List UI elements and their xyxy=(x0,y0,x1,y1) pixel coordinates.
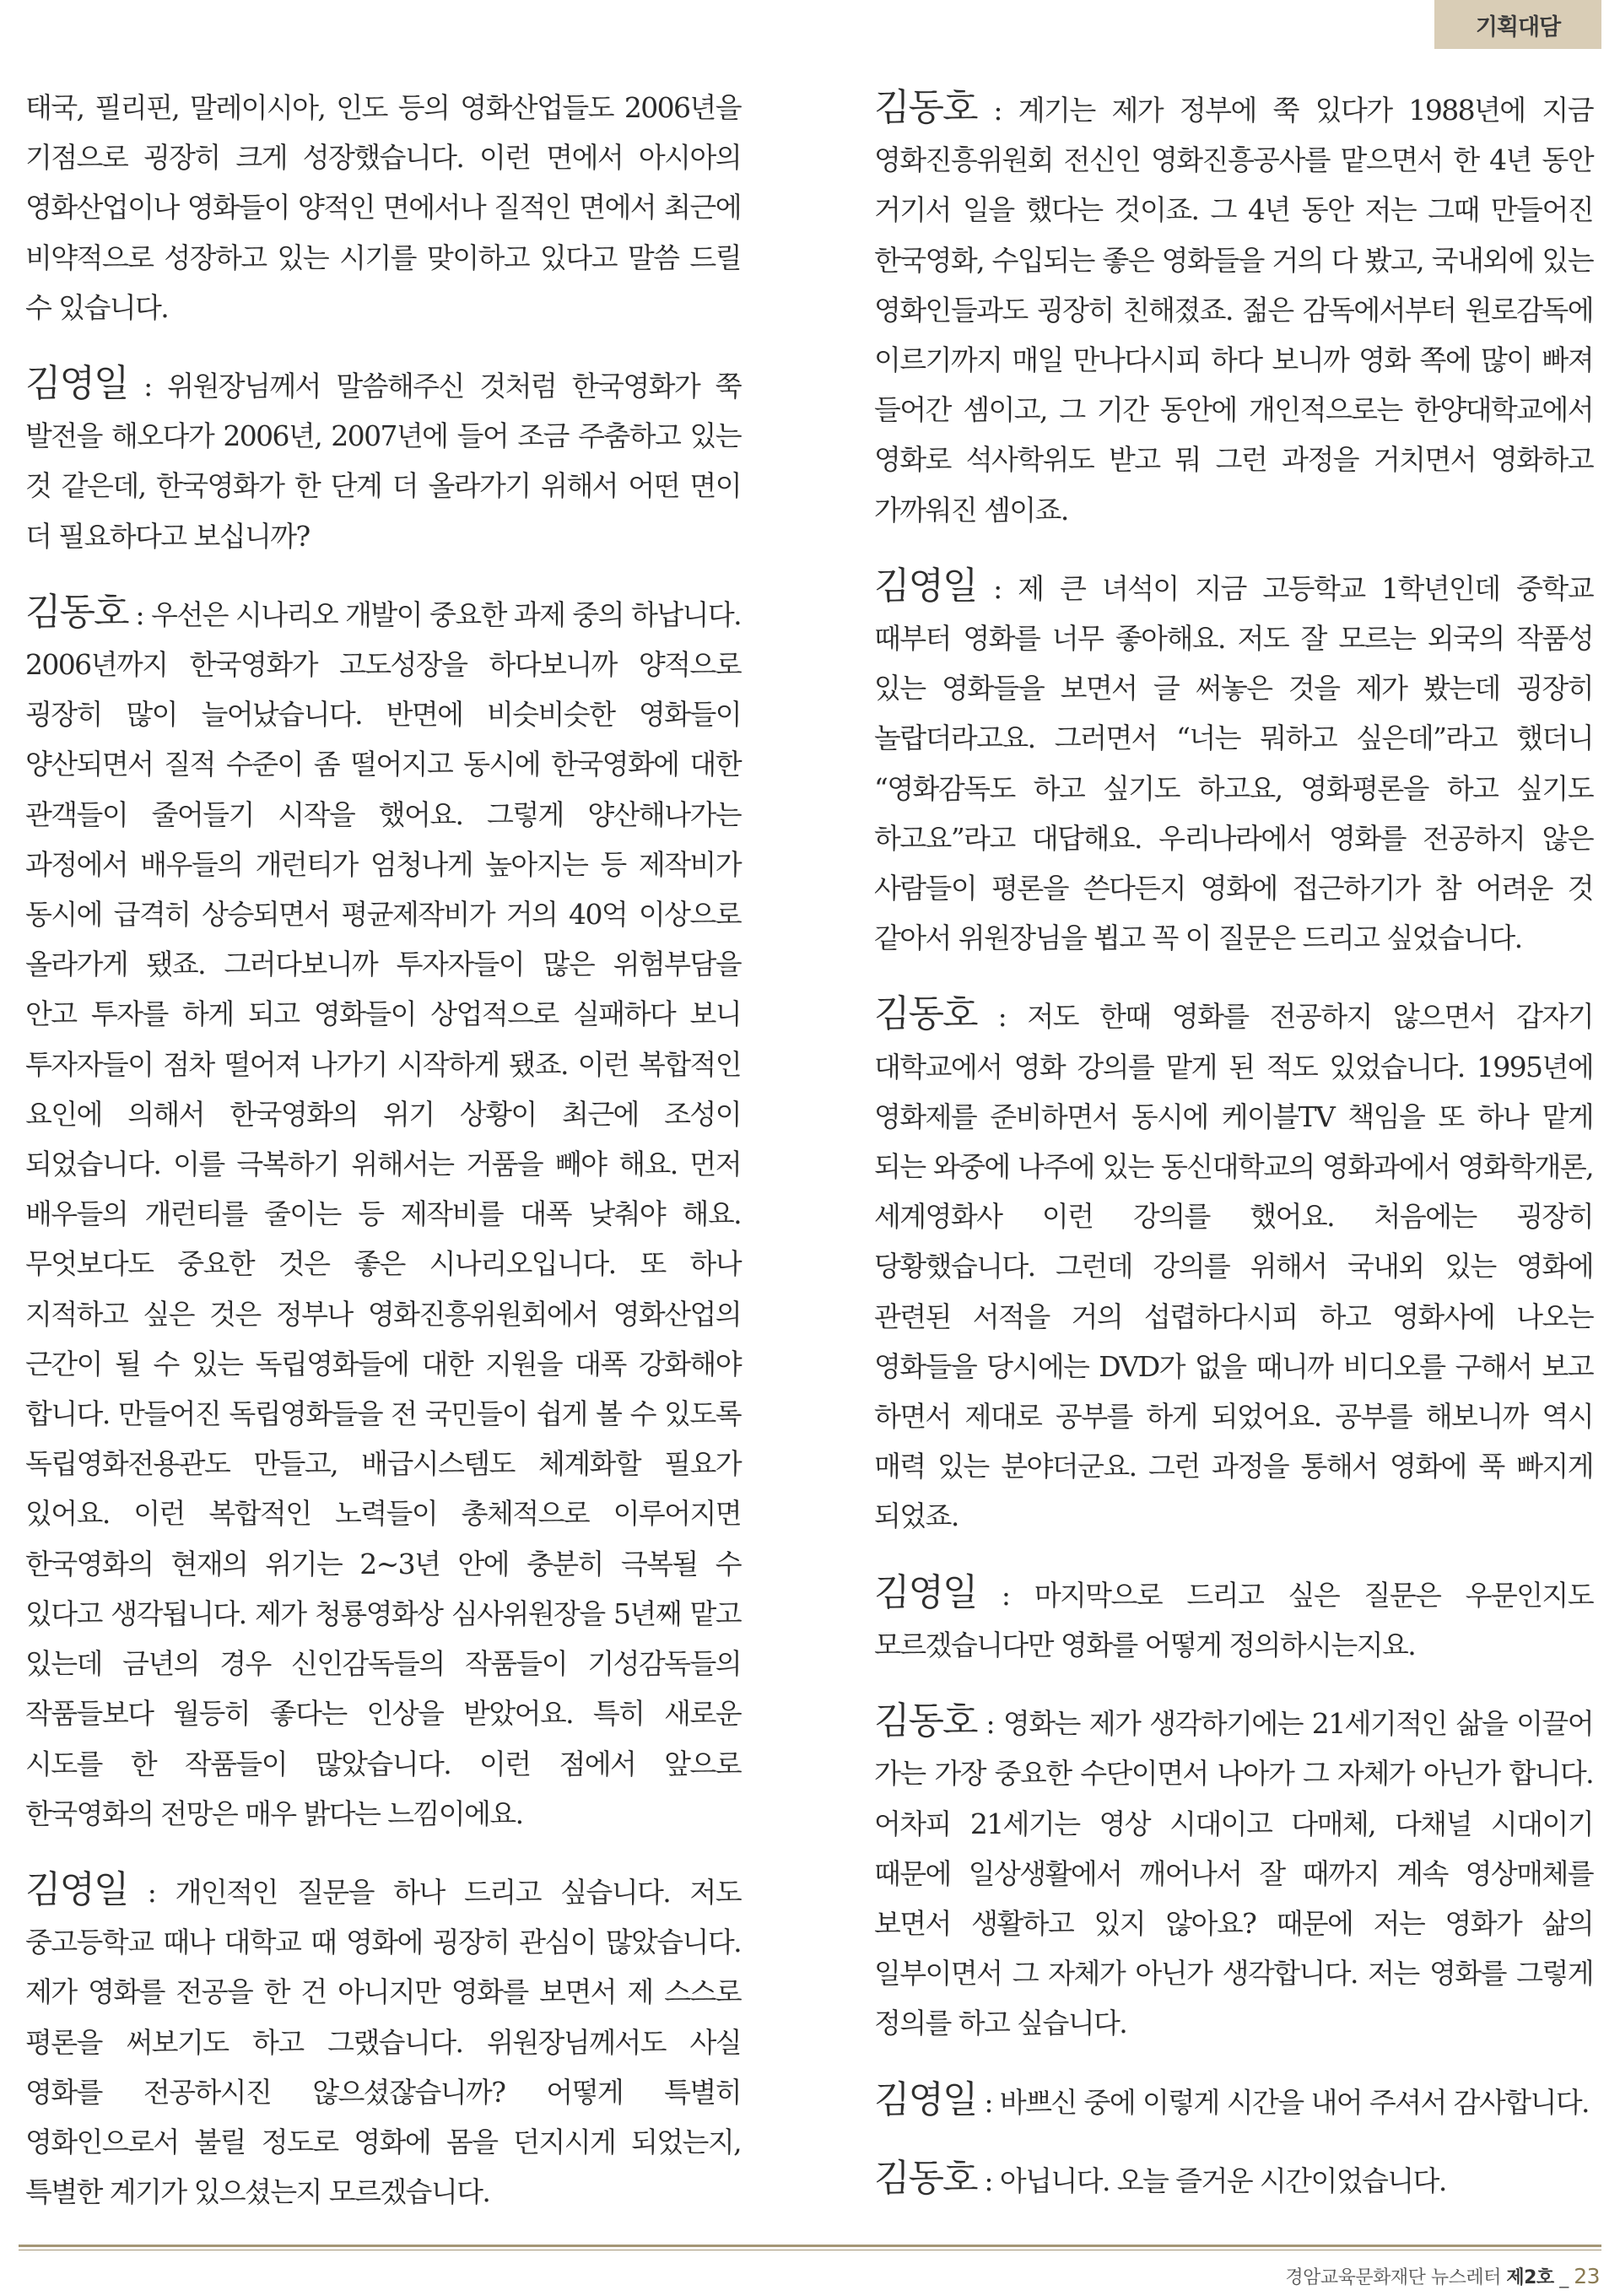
paragraph-text: 저도 한때 영화를 전공하지 않으면서 갑자기 대학교에서 영화 강의를 맡게 된 적도 있었습니다. 1995년에 영화제를 준비하면서 동시에 케이블TV 책임을 또 하나 맡게 되는 와중에 나주에 있는 동신대학교의 영화과에서 영화학개론, 세계영화사 이런 강의를 했어요. 처음에는 굉장히 당황했습니다. 그런데 강의를 위해서 국내외 있는 영화에 관련된 서적을 거의 섭렵하다시피 하고 영화사에 나오는 영화들을 당시에는 DVD가 없을 때니까 비디오를 구해서 보고 하면서 제대로 공부를 하게 되었어요. 공부를 해보니까 역시 매력 있는 분야더군요. 그런 과정을 통해서 영화에 푹 빠지게 되었죠. xyxy=(874,1000,1593,1533)
paragraph xyxy=(874,2075,1593,2127)
speaker-separator: : xyxy=(976,2085,1000,2119)
speaker-name: 김영일 xyxy=(25,362,128,406)
speaker-name: 김동호 xyxy=(25,590,128,634)
footer xyxy=(1285,2263,1600,2289)
paragraph-text: 계기는 제가 정부에 쭉 있다가 1988년에 지금 영화진흥위원회 전신인 영화진흥공사를 맡으면서 한 4년 동안 거기서 일을 했다는 것이죠. 그 4년 동안 저는 그때 만들어진 한국영화, 수입되는 좋은 영화들을 거의 다 봤고, 국내외에 있는 영화인들과도 굉장히 친해졌죠. 젊은 감독에서부터 원로감독에 이르기까지 매일 만나다시피 하다 보니까 영화 쪽에 많이 빠져 들어간 셈이고, 그 기간 동안에 개인적으로는 한양대학교에서 영화로 석사학위도 받고 뭐 그런 과정을 거치면서 영화하고 가까워진 셈이죠. xyxy=(874,94,1593,527)
speaker-separator: : xyxy=(976,2164,1000,2197)
paragraph xyxy=(25,1865,741,2217)
speaker-name: 김동호 xyxy=(874,2156,977,2200)
paragraph-text: 영화는 제가 생각하기에는 21세기적인 삶을 이끌어 가는 가장 중요한 수단이면서 나아가 그 자체가 아닌가 합니다. 어차피 21세기는 영상 시대이고 다매체, 다채널 시대이기 때문에 일상생활에서 깨어나서 잘 때까지 계속 영상매체를 보면서 생활하고 있지 않아요? 때문에 저는 영화가 삶의 일부이면서 그 자체가 아닌가 생각합니다. 저는 영화를 그렇게 정의를 하고 싶습니다. xyxy=(874,1707,1593,2040)
speaker-name: 김동호 xyxy=(874,1699,977,1743)
footer-rule xyxy=(19,2245,1601,2247)
speaker-separator: : xyxy=(976,1578,1034,1612)
paragraph-text: 우선은 시나리오 개발이 중요한 과제 중의 하납니다. 2006년까지 한국영화가 고도성장을 하다보니까 양적으로 굉장히 많이 늘어났습니다. 반면에 비슷비슷한 영화들이 양산되면서 질적 수준이 좀 떨어지고 동시에 한국영화에 대한 관객들이 줄어들기 시작을 했어요. 그렇게 양산해나가는 과정에서 배우들의 개런티가 엄청나게 높아지는 등 제작비가 동시에 급격히 상승되면서 평균제작비가 거의 40억 이상으로 올라가게 됐죠. 그러다보니까 투자자들이 많은 위험부담을 안고 투자를 하게 되고 영화들이 상업적으로 실패하다 보니 투자자들이 점차 떨어져 나가기 시작하게 됐죠. 이런 복합적인 요인에 의해서 한국영화의 위기 상황이 최근에 조성이 되었습니다. 이를 극복하기 위해서는 거품을 빼야 해요. 먼저 배우들의 개런티를 줄이는 등 제작비를 대폭 낮춰야 해요. 무엇보다도 중요한 것은 좋은 시나리오입니다. 또 하나 지적하고 싶은 것은 정부나 영화진흥위원회에서 영화산업의 근간이 될 수 있는 독립영화들에 대한 지원을 대폭 강화해야 합니다. 만들어진 독립영화들을 전 국민들이 쉽게 볼 수 있도록 독립영화전용관도 만들고, 배급시스템도 체계화할 필요가 있어요. 이런 복합적인 노력들이 총체적으로 이루어지면 한국영화의 현재의 위기는 2~3년 안에 충분히 극복될 수 있다고 생각됩니다. 제가 청룡영화상 심사위원장을 5년째 맡고 있는데 금년의 경우 신인감독들의 작품들이 기성감독들의 작품들보다 월등히 좋다는 인상을 받았어요. 특히 새로운 시도를 한 작품들이 많았습니다. 이런 점에서 앞으로 한국영화의 전망은 매우 밝다는 느낌이에요. xyxy=(25,597,741,1830)
paragraph-text: 제 큰 녀석이 지금 고등학교 1학년인데 중학교 때부터 영화를 너무 좋아해요. 저도 잘 모르는 외국의 작품성 있는 영화들을 보면서 글 써놓은 것을 제가 봤는데 굉장히 놀랍더라고요. 그러면서 “너는 뭐하고 싶은데”라고 했더니 “영화감독도 하고 싶기도 하고요, 영화평론을 하고 싶기도 하고요”라고 대답해요. 우리나라에서 영화를 전공하지 않은 사람들이 평론을 쓴다든지 영화에 접근하기가 참 어려운 것 같아서 위원장님을 뵙고 꼭 이 질문은 드리고 싶었습니다. xyxy=(874,571,1593,955)
paragraph-text: 위원장님께서 말씀해주신 것처럼 한국영화가 쭉 발전을 해오다가 2006년, 2007년에 들어 조금 주춤하고 있는 것 같은데, 한국영화가 한 단계 더 올라가기 위해서 어떤 면이 더 필요하다고 보십니까? xyxy=(25,370,741,553)
speaker-name: 김영일 xyxy=(874,2077,977,2121)
paragraph xyxy=(25,83,741,332)
paragraph xyxy=(874,989,1593,1541)
speaker-name: 김동호 xyxy=(874,86,977,129)
publication-name: 경암교육문화재단 뉴스레터 xyxy=(1285,2267,1501,2288)
speaker-name: 김영일 xyxy=(874,564,977,608)
paragraph xyxy=(25,587,741,1839)
speaker-separator: : xyxy=(127,1875,176,1909)
speaker-separator: : xyxy=(976,571,1018,605)
paragraph-text: 개인적인 질문을 하나 드리고 싶습니다. 저도 중고등학교 때나 대학교 때 영화에 굉장히 관심이 많았습니다. 제가 영화를 전공을 한 건 아니지만 영화를 보면서 제 스스로 평론을 써보기도 하고 그랬습니다. 위원장님께서도 사실 영화를 전공하시진 않으셨잖습니까? 어떻게 특별히 영화인으로서 불릴 정도로 영화에 몸을 던지시게 되었는지, 특별한 계기가 있으셨는지 모르겠습니다. xyxy=(25,1875,741,2209)
paragraph xyxy=(874,1568,1593,1670)
speaker-separator: : xyxy=(127,597,152,631)
paragraph-text: 마지막으로 드리고 싶은 질문은 우문인지도 모르겠습니다만 영화를 어떻게 정의하시는지요. xyxy=(874,1578,1593,1661)
section-label: 기획대담 xyxy=(1434,0,1601,49)
speaker-separator: : xyxy=(127,370,168,403)
paragraph xyxy=(874,1696,1593,2048)
issue-number: 제2호 xyxy=(1506,2267,1554,2288)
paragraph xyxy=(874,2153,1593,2206)
paragraph-text: 태국, 필리핀, 말레이시아, 인도 등의 영화산업들도 2006년을 기점으로 굉장히 크게 성장했습니다. 이런 면에서 아시아의 영화산업이나 영화들이 양적인 면에서나 질적인 면에서 최근에 비약적으로 성장하고 있는 시기를 맞이하고 있다고 말씀 드릴 수 있습니다. xyxy=(25,91,741,324)
paragraph xyxy=(25,359,741,561)
speaker-name: 김동호 xyxy=(874,992,977,1036)
paragraph-text: 바쁘신 중에 이렇게 시간을 내어 주셔서 감사합니다. xyxy=(999,2085,1589,2119)
paragraph xyxy=(874,561,1593,964)
paragraph-text: 아닙니다. 오늘 즐거운 시간이었습니다. xyxy=(999,2164,1446,2197)
paragraph xyxy=(874,83,1593,535)
speaker-name: 김영일 xyxy=(25,1867,128,1911)
speaker-separator: : xyxy=(976,1707,1003,1741)
speaker-separator: : xyxy=(976,1000,1028,1034)
speaker-separator: : xyxy=(976,94,1018,127)
page-number: 23 xyxy=(1574,2264,1600,2288)
left-column xyxy=(25,83,741,2243)
footer-separator: _ xyxy=(1559,2267,1569,2288)
right-column xyxy=(874,83,1593,2232)
speaker-name: 김영일 xyxy=(874,1570,977,1614)
